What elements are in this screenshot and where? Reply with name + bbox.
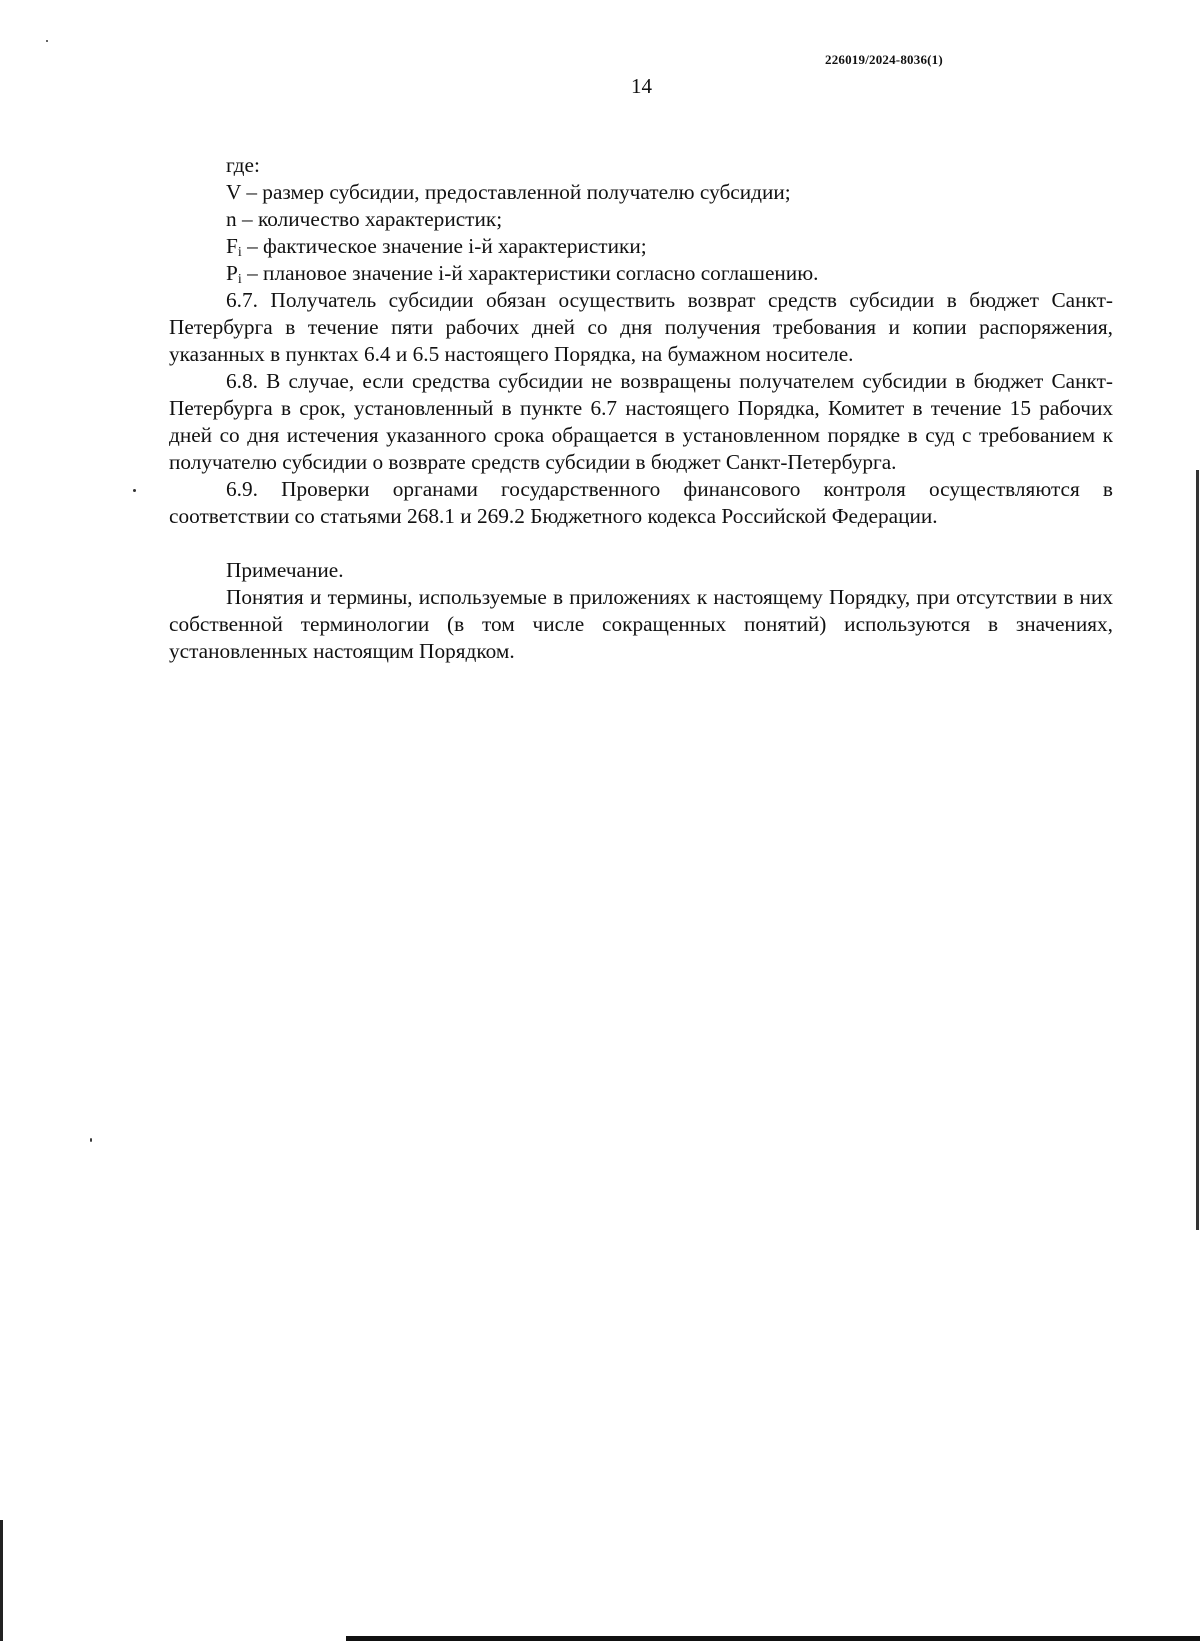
symbol-p: P — [226, 261, 238, 285]
page-number: 14 — [631, 74, 652, 98]
scan-left-edge — [0, 1520, 3, 1641]
definition-v: V – размер субсидии, предоставленной получателю субсидии; — [226, 180, 791, 204]
document-body — [169, 152, 1113, 665]
spacer — [169, 530, 1113, 557]
scan-speck — [90, 1138, 92, 1142]
subscript-f: i — [237, 245, 242, 260]
paragraph-6-9: 6.9. Проверки органами государственного финансового контроля осуществляются в соответствии со статьями 268.1 и 269.2 Бюджетного кодекса Российской Федерации. — [169, 477, 1113, 528]
definition-p-text: – плановое значение i-й характеристики согласно соглашению. — [241, 261, 819, 285]
note-title: Примечание. — [226, 558, 344, 582]
definition-p — [169, 260, 1113, 287]
scan-right-edge — [1196, 470, 1199, 1230]
subscript-p: i — [237, 272, 242, 287]
definition-f-text: – фактическое значение i-й характеристики; — [241, 234, 647, 258]
scan-speck — [133, 489, 136, 492]
scan-bottom-edge — [346, 1636, 1200, 1641]
scan-speck — [46, 40, 48, 42]
definition-f — [169, 233, 1113, 260]
definition-n: n – количество характеристик; — [226, 207, 503, 231]
where-label: где: — [226, 153, 260, 177]
paragraph-6-7: 6.7. Получатель субсидии обязан осуществить возврат средств субсидии в бюджет Санкт-Петербурга в течение пяти рабочих дней со дня получения требования и копии распоряжения, указанных в пунктах 6.4 и 6.5 настоящего Порядка, на бумажном носителе. — [169, 288, 1113, 366]
symbol-f: F — [226, 234, 238, 258]
document-id: 226019/2024-8036(1) — [825, 52, 943, 67]
paragraph-6-8: 6.8. В случае, если средства субсидии не возвращены получателем субсидии в бюджет Санкт-Петербурга в срок, установленный в пункте 6.7 настоящего Порядка, Комитет в течение 15 рабочих дней со дня истечения указанного срока обращается в установленном порядке в суд с требованием к получателю субсидии о возврате средств субсидии в бюджет Санкт-Петербурга. — [169, 369, 1113, 474]
note-text: Понятия и термины, используемые в приложениях к настоящему Порядку, при отсутствии в них собственной терминологии (в том числе сокращенных понятий) используются в значениях, установленных настоящим Порядком. — [169, 585, 1113, 663]
